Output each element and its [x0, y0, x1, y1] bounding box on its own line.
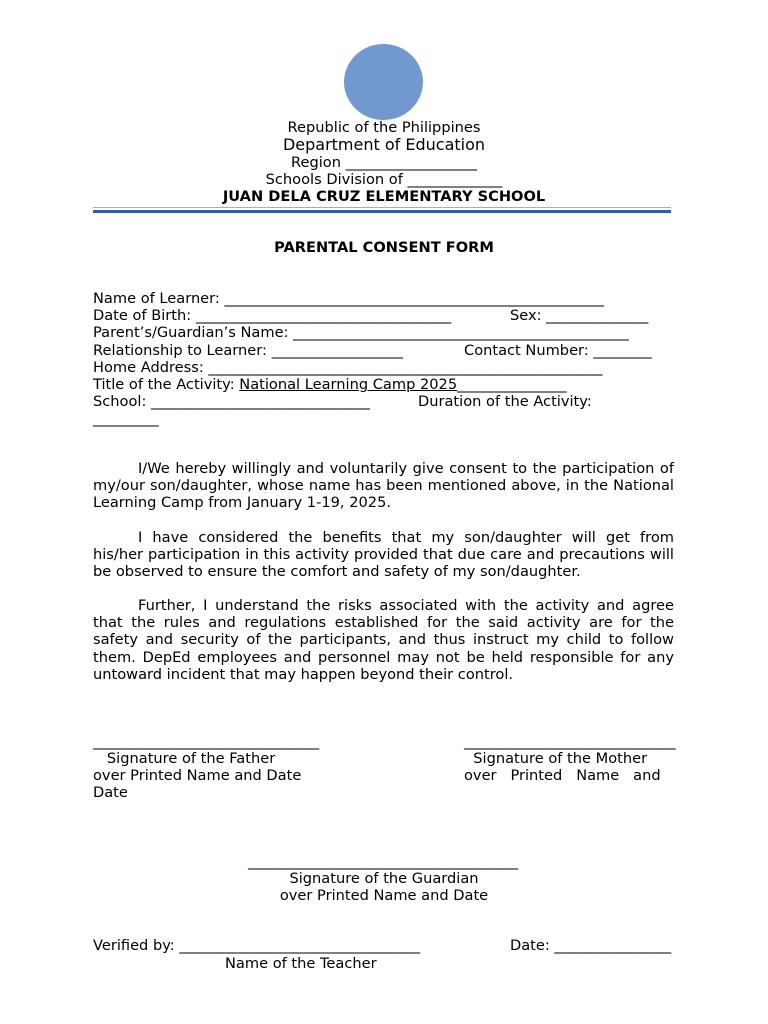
guardian-signature-label: Signature of the Guardian: [289, 870, 479, 887]
duration-field: Duration of the Activity:: [418, 393, 592, 410]
benefits-paragraph: I have considered the benefits that my son/daughter will get from his/her participation in this activity provided that due care and precautions will be observed to ensure the comfort and safety of my son/daughter.: [93, 529, 674, 581]
guardian-name-field: Parent’s/Guardian’s Name: ______________________________________________: [93, 324, 629, 341]
deped-seal-logo: [344, 44, 423, 120]
home-address-field: Home Address: ______________________________________________________: [93, 359, 603, 376]
guardian-signature-sub: over Printed Name and Date: [279, 887, 489, 904]
guardian-signature-line: _____________________________________: [248, 853, 518, 870]
header-rule-thick: [93, 210, 671, 213]
school-field: School: ______________________________: [93, 393, 370, 410]
relationship-field: Relationship to Learner: __________________: [93, 342, 403, 359]
division-line: Schools Division of _____________: [265, 171, 503, 188]
contact-number-field: Contact Number: ________: [464, 342, 652, 359]
activity-title-value: National Learning Camp 2025: [239, 376, 458, 393]
teacher-name-label: Name of the Teacher: [225, 955, 377, 972]
date-of-birth-field: Date of Birth: ___________________________________: [93, 307, 452, 324]
father-signature-line: _______________________________: [93, 733, 320, 750]
mother-signature-line: _____________________________: [464, 733, 676, 750]
mother-signature-label: Signature of the Mother: [464, 750, 648, 767]
learner-name-field: Name of Learner: ____________________________________________________: [93, 290, 604, 307]
school-name: JUAN DELA CRUZ ELEMENTARY SCHOOL: [222, 188, 546, 205]
consent-paragraph: I/We hereby willingly and voluntarily give consent to the participation of my/our son/daughter, whose name has been mentioned above, in the National Learning Camp from January 1-19, 2025.: [93, 460, 674, 512]
activity-title-field: [93, 376, 567, 393]
risks-paragraph: Further, I understand the risks associated with the activity and agree that the rules and regulations established for the said activity are for the safety and security of the participants, and thus instruct my child to follow them. DepEd employees and personnel may not be held responsible for any untoward incident that may happen beyond their control.: [93, 597, 674, 683]
verification-date-field: Date: ________________: [510, 937, 672, 954]
father-signature-sub: over Printed Name and Date: [93, 767, 302, 784]
republic-line: Republic of the Philippines: [287, 119, 481, 136]
verified-by-field: Verified by: _________________________________: [93, 937, 421, 954]
father-signature-date: Date: [93, 784, 128, 801]
department-line: Department of Education: [282, 135, 486, 154]
header-rule-thin: [93, 207, 671, 208]
activity-title-blank: _______________: [457, 376, 567, 393]
father-signature-label: Signature of the Father: [93, 750, 276, 767]
region-line: Region __________________: [291, 154, 477, 171]
mother-signature-sub: over Printed Name and: [464, 767, 661, 784]
form-title: PARENTAL CONSENT FORM: [274, 239, 494, 256]
activity-title-label: Title of the Activity:: [93, 376, 240, 393]
duration-blank: _________: [93, 410, 159, 427]
sex-field: Sex: ______________: [510, 307, 649, 324]
